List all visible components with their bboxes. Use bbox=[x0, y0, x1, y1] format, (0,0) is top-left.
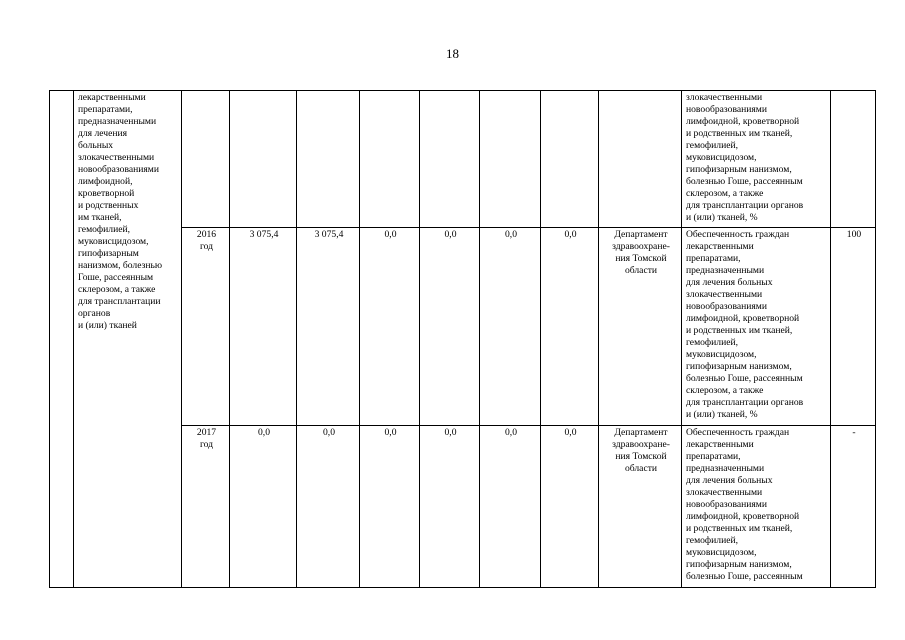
page-number: 18 bbox=[446, 46, 459, 61]
indicator-value-cell: 100 bbox=[831, 228, 876, 426]
value-cell: 0,0 bbox=[480, 426, 541, 588]
value-cell bbox=[360, 91, 420, 228]
description-cell: лекарственными препаратами, предназначенными для лечения больных злокачественными новообразованиями лимфоидной, кроветворной и родственных им тканей, гемофилией, муковисцидозом, гипофизарным нанизмом, болезнью Гоше, рассеянным склерозом, а также для трансплантации органов и (или) тканей bbox=[74, 91, 182, 588]
indicator-value-cell: - bbox=[831, 426, 876, 588]
value-cell bbox=[541, 91, 599, 228]
program-table bbox=[49, 90, 876, 588]
value-cell bbox=[297, 91, 360, 228]
value-cell: 0,0 bbox=[230, 426, 297, 588]
value-cell: 0,0 bbox=[420, 228, 480, 426]
indicator-cell: злокачественными новообразованиями лимфоидной, кроветворной и родственных им тканей, гемофилией, муковисцидозом, гипофизарным нанизмом, болезнью Гоше, рассеянным склерозом, а также для трансплантации органов и (или) тканей, % bbox=[682, 91, 831, 228]
value-cell: 3 075,4 bbox=[297, 228, 360, 426]
value-cell: 0,0 bbox=[480, 228, 541, 426]
value-cell: 0,0 bbox=[297, 426, 360, 588]
value-cell: 3 075,4 bbox=[230, 228, 297, 426]
number-cell bbox=[50, 91, 74, 588]
value-cell: 0,0 bbox=[541, 228, 599, 426]
year-cell: 2016 год bbox=[182, 228, 230, 426]
table-row bbox=[50, 91, 876, 228]
executor-cell bbox=[599, 91, 682, 228]
indicator-cell: Обеспеченность граждан лекарственными препаратами, предназначенными для лечения больных злокачественными новообразованиями лимфоидной, кроветворной и родственных им тканей, гемофилией, муковисцидозом, гипофизарным нанизмом, болезнью Гоше, рассеянным bbox=[682, 426, 831, 588]
executor-cell: Департамент здравоохране- ния Томской области bbox=[599, 426, 682, 588]
value-cell bbox=[230, 91, 297, 228]
year-cell bbox=[182, 91, 230, 228]
value-cell bbox=[480, 91, 541, 228]
year-cell: 2017 год bbox=[182, 426, 230, 588]
indicator-cell: Обеспеченность граждан лекарственными препаратами, предназначенными для лечения больных злокачественными новообразованиями лимфоидной, кроветворной и родственных им тканей, гемофилией, муковисцидозом, гипофизарным нанизмом, болезнью Гоше, рассеянным склерозом, а также для трансплантации органов и (или) тканей, % bbox=[682, 228, 831, 426]
value-cell: 0,0 bbox=[360, 426, 420, 588]
value-cell: 0,0 bbox=[420, 426, 480, 588]
indicator-value-cell bbox=[831, 91, 876, 228]
executor-cell: Департамент здравоохране- ния Томской области bbox=[599, 228, 682, 426]
value-cell: 0,0 bbox=[360, 228, 420, 426]
value-cell: 0,0 bbox=[541, 426, 599, 588]
value-cell bbox=[420, 91, 480, 228]
